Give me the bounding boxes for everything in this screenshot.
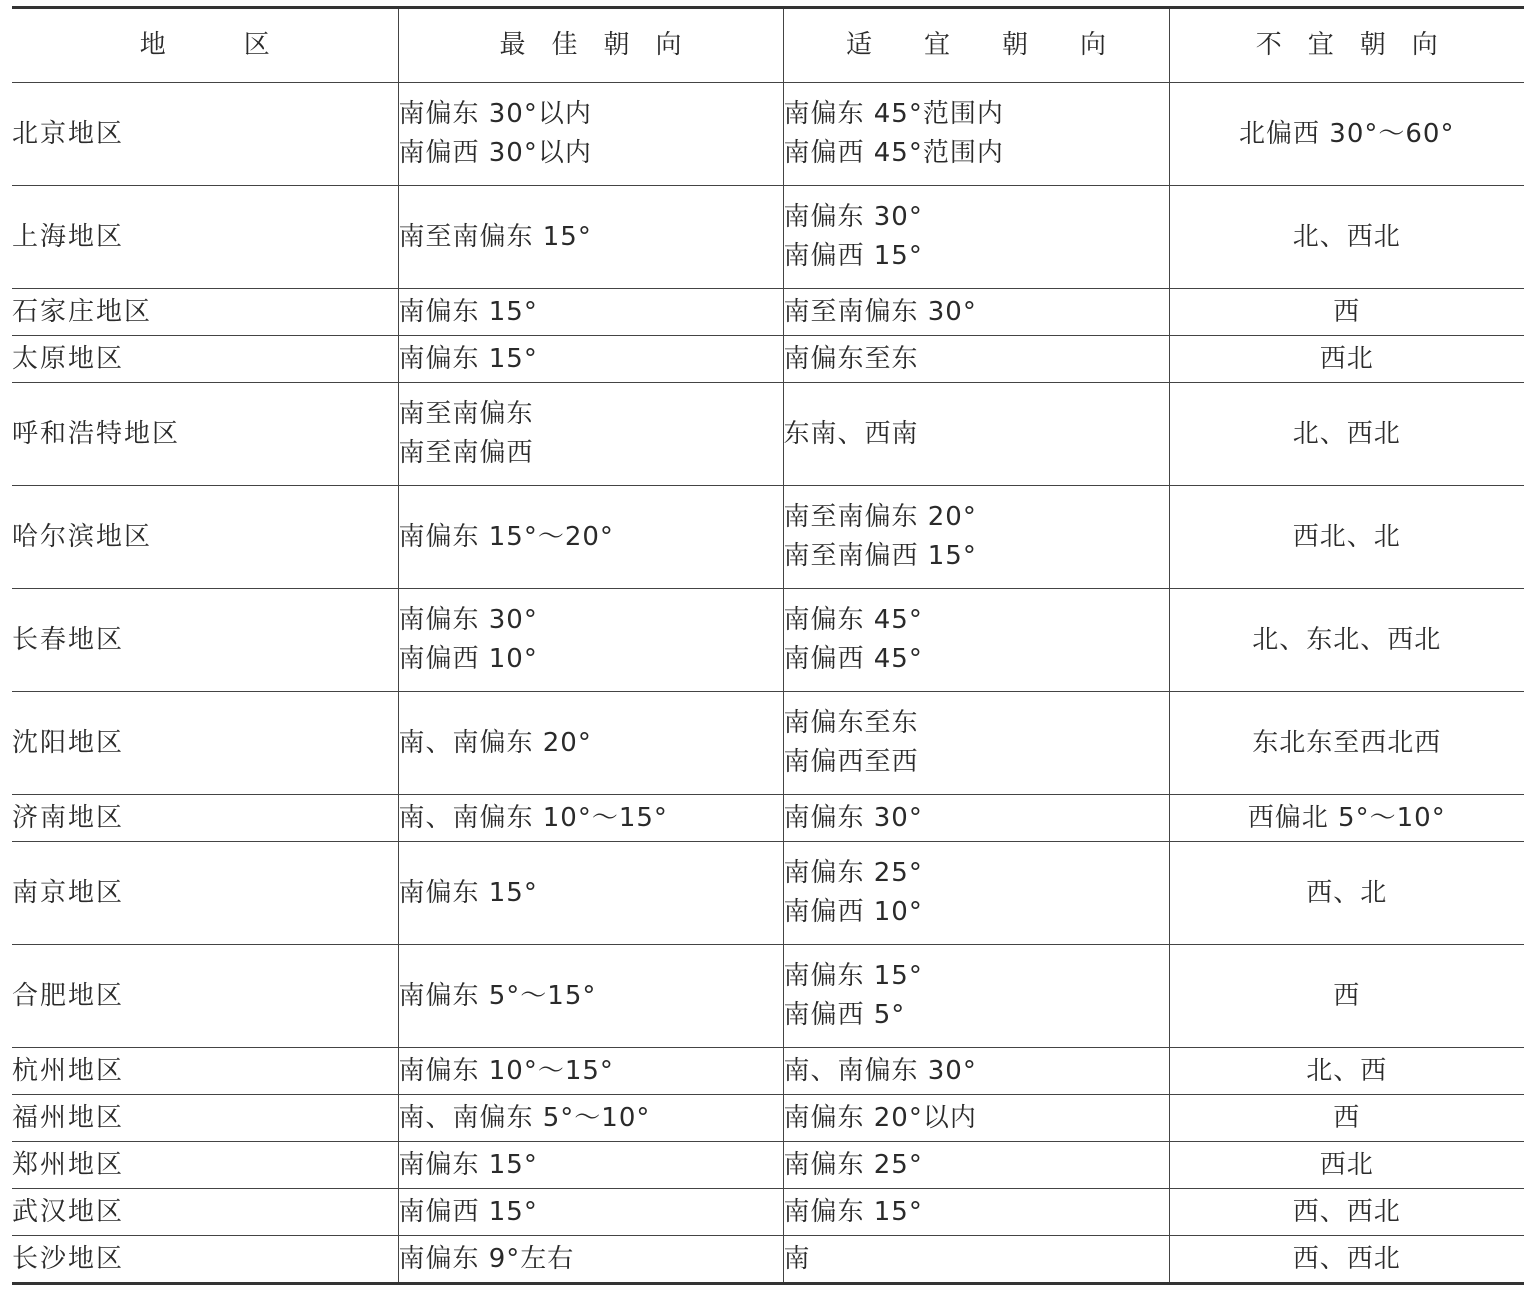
suitable-orientation-line: 南 [783,1243,811,1274]
table-row [12,945,1524,1048]
best-orientation-line: 南偏西 15° [398,1196,538,1227]
table-row [12,1142,1524,1189]
unsuitable-orientation-line: 西 [1333,1102,1361,1133]
suitable-orientation-line: 南偏东至东 [783,708,919,738]
unsuitable-orientation-cell [1169,1095,1524,1142]
region-cell: 石家庄地区 [12,289,398,336]
best-orientation-line: 南偏西 10° [398,644,538,674]
suitable-orientation-cell [783,692,1169,795]
suitable-orientation-line: 东南、西南 [783,418,919,449]
best-orientation-line: 南偏东 15° [398,1149,538,1180]
suitable-orientation-line: 南偏东 15° [783,1196,923,1227]
best-orientation-line: 南偏东 15° [398,877,538,908]
table-row [12,1048,1524,1095]
suitable-orientation-line: 南偏西至西 [783,747,919,777]
suitable-orientation-cell [783,289,1169,336]
suitable-orientation-line: 南偏东 45°范围内 [783,99,1004,129]
suitable-orientation-line: 南偏东 30° [783,202,923,232]
suitable-orientation-cell [783,1189,1169,1236]
region-cell: 武汉地区 [12,1189,398,1236]
best-orientation-cell [398,383,783,486]
best-orientation-line: 南偏东 5°～15° [398,980,597,1011]
region-cell: 呼和浩特地区 [12,383,398,486]
table-row [12,589,1524,692]
best-orientation-cell [398,83,783,186]
best-orientation-line: 南偏东 30°以内 [398,99,592,129]
unsuitable-orientation-cell [1169,383,1524,486]
region-cell: 福州地区 [12,1095,398,1142]
unsuitable-orientation-cell [1169,795,1524,842]
suitable-orientation-line: 南偏东 30° [783,802,923,833]
best-orientation-cell [398,945,783,1048]
suitable-orientation-line: 南偏东 15° [783,961,923,991]
suitable-orientation-cell [783,945,1169,1048]
table-row [12,795,1524,842]
best-orientation-cell [398,1236,783,1284]
best-orientation-line: 南、南偏东 20° [398,727,592,758]
suitable-orientation-line: 南偏西 15° [783,241,923,271]
suitable-orientation-line: 南偏东 25° [783,1149,923,1180]
table-row [12,842,1524,945]
unsuitable-orientation-cell [1169,692,1524,795]
best-orientation-cell [398,692,783,795]
header-region-label: 地 区 [139,30,270,60]
suitable-orientation-line: 南、南偏东 30° [783,1055,977,1086]
suitable-orientation-line: 南偏西 10° [783,897,923,927]
unsuitable-orientation-line: 西、北 [1306,877,1388,908]
unsuitable-orientation-line: 北、西北 [1292,221,1401,252]
best-orientation-cell [398,289,783,336]
table-row [12,1095,1524,1142]
best-orientation-cell [398,1048,783,1095]
suitable-orientation-cell [783,589,1169,692]
suitable-orientation-cell [783,795,1169,842]
unsuitable-orientation-line: 北偏西 30°～60° [1239,118,1455,149]
best-orientation-line: 南偏东 15° [398,343,538,374]
unsuitable-orientation-line: 西北、北 [1292,521,1401,552]
suitable-orientation-line: 南偏西 45° [783,644,923,674]
suitable-orientation-cell [783,1142,1169,1189]
unsuitable-orientation-line: 北、东北、西北 [1252,624,1442,655]
region-cell: 南京地区 [12,842,398,945]
unsuitable-orientation-cell [1169,1142,1524,1189]
suitable-orientation-line: 南偏西 5° [783,1000,906,1030]
suitable-orientation-cell [783,336,1169,383]
suitable-orientation-line: 南至南偏西 15° [783,541,977,571]
table-row [12,336,1524,383]
suitable-orientation-cell [783,1236,1169,1284]
suitable-orientation-cell [783,383,1169,486]
region-cell: 济南地区 [12,795,398,842]
unsuitable-orientation-cell [1169,1236,1524,1284]
suitable-orientation-cell [783,486,1169,589]
table-row [12,186,1524,289]
best-orientation-cell [398,589,783,692]
region-cell: 沈阳地区 [12,692,398,795]
best-orientation-cell [398,1189,783,1236]
best-orientation-line: 南至南偏西 [398,438,534,468]
best-orientation-line: 南偏东 30° [398,605,538,635]
suitable-orientation-line: 南偏东 45° [783,605,923,635]
best-orientation-line: 南偏东 10°～15° [398,1055,614,1086]
region-cell: 郑州地区 [12,1142,398,1189]
unsuitable-orientation-line: 北、西 [1306,1055,1388,1086]
unsuitable-orientation-cell [1169,486,1524,589]
best-orientation-cell [398,1095,783,1142]
region-cell: 杭州地区 [12,1048,398,1095]
header-best-orientation [398,8,783,83]
table-row [12,486,1524,589]
header-row [12,8,1524,83]
table-row [12,1236,1524,1284]
suitable-orientation-line: 南偏西 45°范围内 [783,138,1004,168]
best-orientation-cell [398,186,783,289]
header-best-label: 最 佳 朝 向 [499,30,682,60]
unsuitable-orientation-line: 西、西北 [1292,1196,1401,1227]
best-orientation-line: 南至南偏东 15° [398,221,592,252]
unsuitable-orientation-line: 北、西北 [1292,418,1401,449]
table-row [12,83,1524,186]
header-suitable-orientation [783,8,1169,83]
region-cell: 长沙地区 [12,1236,398,1284]
best-orientation-line: 南偏东 15° [398,296,538,327]
table-row [12,1189,1524,1236]
suitable-orientation-cell [783,1095,1169,1142]
unsuitable-orientation-line: 东北东至西北西 [1252,727,1442,758]
best-orientation-line: 南、南偏东 10°～15° [398,802,668,833]
header-unsuitable-orientation [1169,8,1524,83]
table-row [12,289,1524,336]
best-orientation-cell [398,795,783,842]
unsuitable-orientation-line: 西北 [1319,1149,1374,1180]
unsuitable-orientation-line: 西偏北 5°～10° [1247,802,1446,833]
unsuitable-orientation-cell [1169,289,1524,336]
region-cell: 太原地区 [12,336,398,383]
region-cell: 上海地区 [12,186,398,289]
suitable-orientation-cell [783,186,1169,289]
region-cell: 合肥地区 [12,945,398,1048]
unsuitable-orientation-cell [1169,1048,1524,1095]
region-cell: 北京地区 [12,83,398,186]
table-row [12,383,1524,486]
unsuitable-orientation-cell [1169,83,1524,186]
best-orientation-cell [398,336,783,383]
best-orientation-line: 南偏东 9°左右 [398,1243,575,1274]
table-row [12,692,1524,795]
best-orientation-line: 南、南偏东 5°～10° [398,1102,651,1133]
unsuitable-orientation-cell [1169,186,1524,289]
unsuitable-orientation-cell [1169,1189,1524,1236]
best-orientation-cell [398,842,783,945]
suitable-orientation-cell [783,842,1169,945]
suitable-orientation-cell [783,1048,1169,1095]
unsuitable-orientation-cell [1169,842,1524,945]
suitable-orientation-line: 南至南偏东 30° [783,296,977,327]
suitable-orientation-line: 南至南偏东 20° [783,502,977,532]
unsuitable-orientation-line: 西 [1333,980,1361,1011]
orientation-table [12,6,1524,1285]
best-orientation-line: 南偏西 30°以内 [398,138,592,168]
unsuitable-orientation-line: 西、西北 [1292,1243,1401,1274]
best-orientation-cell [398,486,783,589]
best-orientation-line: 南偏东 15°～20° [398,521,614,552]
suitable-orientation-cell [783,83,1169,186]
unsuitable-orientation-cell [1169,589,1524,692]
header-unsuitable-label: 不 宜 朝 向 [1255,30,1438,60]
unsuitable-orientation-line: 西北 [1319,343,1374,374]
unsuitable-orientation-cell [1169,336,1524,383]
region-cell: 哈尔滨地区 [12,486,398,589]
suitable-orientation-line: 南偏东 25° [783,858,923,888]
suitable-orientation-line: 南偏东至东 [783,343,919,374]
table-body [12,83,1524,1284]
region-cell: 长春地区 [12,589,398,692]
unsuitable-orientation-cell [1169,945,1524,1048]
best-orientation-line: 南至南偏东 [398,399,534,429]
unsuitable-orientation-line: 西 [1333,296,1361,327]
suitable-orientation-line: 南偏东 20°以内 [783,1102,977,1133]
header-suitable-label: 适 宜 朝 向 [845,30,1106,60]
table-header [12,8,1524,83]
header-region [12,8,398,83]
best-orientation-cell [398,1142,783,1189]
